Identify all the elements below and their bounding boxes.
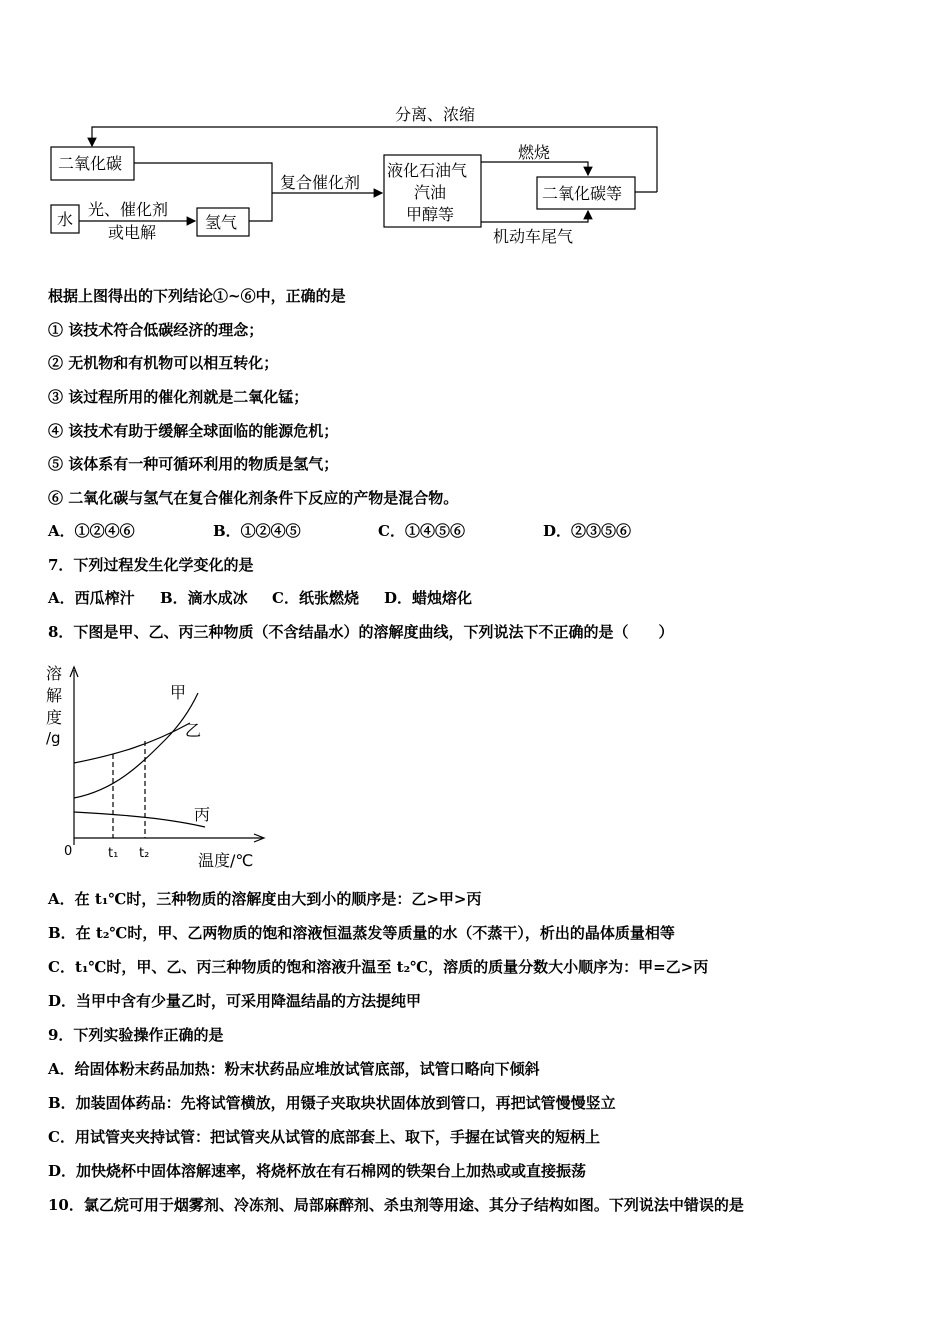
separate-label: 分离、浓缩: [395, 105, 476, 124]
catalyst-label: 复合催化剂: [280, 173, 361, 192]
ylabel-1: 溶: [46, 664, 63, 683]
label-bing: 丙: [194, 805, 211, 824]
q8-stem: 8．下图是甲、乙、丙三种物质（不含结晶水）的溶解度曲线，下列说法下不正确的是（ ）: [48, 623, 674, 641]
origin-label: 0: [64, 844, 73, 859]
q9-option-b[interactable]: B．加装固体药品：先将试管横放，用镊子夹取块状固体放到管口，再把试管慢慢竖立: [48, 1094, 616, 1112]
q7-option-b[interactable]: B．滴水成冰: [160, 589, 248, 607]
curve-yi: [74, 723, 190, 763]
q6-statement-1: ① 该技术符合低碳经济的理念；: [48, 321, 264, 339]
water-label: 水: [57, 210, 74, 229]
q6-option-c[interactable]: C．①④⑤⑥: [378, 522, 465, 540]
q7-options: [48, 588, 472, 608]
ylabel-2: 解: [46, 686, 63, 705]
exhaust-label: 机动车尾气: [493, 227, 574, 246]
label-jia: 甲: [170, 683, 187, 702]
q6-statement-3: ③ 该过程所用的催化剂就是二氧化锰；: [48, 388, 309, 406]
co2-etc-label: 二氧化碳等: [542, 184, 623, 203]
q6-option-b[interactable]: B．①②④⑤: [213, 522, 301, 540]
q9-option-c[interactable]: C．用试管夹夹持试管：把试管夹从试管的底部套上、取下，手握在试管夹的短柄上: [48, 1128, 600, 1146]
q7-option-d[interactable]: D．蜡烛熔化: [384, 589, 473, 607]
solubility-graph: [40, 655, 280, 870]
q6-statement-4: ④ 该技术有助于缓解全球面临的能源危机；: [48, 422, 339, 440]
q6-statement-6: ⑥ 二氧化碳与氢气在复合催化剂条件下反应的产物是混合物。: [48, 489, 459, 507]
t1-label: t₁: [108, 846, 119, 861]
fuel-line3: 甲醇等: [406, 205, 455, 224]
burn-label: 燃烧: [518, 143, 551, 162]
curve-jia: [74, 693, 198, 798]
fuel-line2: 汽油: [414, 183, 447, 202]
electrolysis-label: 或电解: [108, 223, 157, 242]
q8-option-a[interactable]: A．在 t₁℃时，三种物质的溶解度由大到小的顺序是：乙>甲>丙: [48, 890, 482, 908]
co2-label: 二氧化碳: [58, 154, 123, 173]
ylabel-4: /g: [46, 729, 61, 747]
q6-options: [48, 521, 631, 541]
q7-option-a[interactable]: A．西瓜榨汁: [48, 589, 135, 607]
light-catalyst-label: 光、催化剂: [88, 200, 169, 219]
q7-option-c[interactable]: C．纸张燃烧: [272, 589, 359, 607]
q6-statement-5: ⑤ 该体系有一种可循环利用的物质是氢气；: [48, 455, 339, 473]
q8-option-b[interactable]: B．在 t₂℃时，甲、乙两物质的饱和溶液恒温蒸发等质量的水（不蒸干），析出的晶体质量相等: [48, 924, 675, 942]
t2-label: t₂: [139, 846, 150, 861]
xlabel: 温度/℃: [198, 851, 254, 870]
q6-stem: 根据上图得出的下列结论①~⑥中，正确的是: [48, 287, 346, 305]
q9-option-d[interactable]: D．加快烧杯中固体溶解速率，将烧杯放在有石棉网的铁架台上加热或或直接振荡: [48, 1162, 587, 1180]
hydrogen-label: 氢气: [205, 213, 238, 232]
curve-yi-base: [74, 724, 197, 763]
ylabel-3: 度: [46, 708, 63, 727]
curve-bing: [74, 812, 205, 827]
q7-stem: 7．下列过程发生化学变化的是: [48, 556, 254, 574]
q6-option-a[interactable]: A．①②④⑥: [48, 522, 135, 540]
q8-option-d[interactable]: D．当甲中含有少量乙时，可采用降温结晶的方法提纯甲: [48, 992, 422, 1010]
q6-statement-2: ② 无机物和有机物可以相互转化；: [48, 354, 279, 372]
q8-option-c[interactable]: C．t₁℃时，甲、乙、丙三种物质的饱和溶液升温至 t₂℃，溶质的质量分数大小顺序为：甲=乙>丙: [48, 958, 709, 976]
flow-diagram: [0, 0, 950, 260]
q10-stem: 10．氯乙烷可用于烟雾剂、冷冻剂、局部麻醉剂、杀虫剂等用途、其分子结构如图。下列说法中错误的是: [48, 1196, 744, 1214]
q9-stem: 9．下列实验操作正确的是: [48, 1026, 224, 1044]
fuel-line1: 液化石油气: [387, 161, 468, 180]
q6-option-d[interactable]: D．②③⑤⑥: [543, 522, 632, 540]
q9-option-a[interactable]: A．给固体粉末药品加热：粉末状药品应堆放试管底部，试管口略向下倾斜: [48, 1060, 540, 1078]
label-yi: 乙: [185, 721, 202, 740]
